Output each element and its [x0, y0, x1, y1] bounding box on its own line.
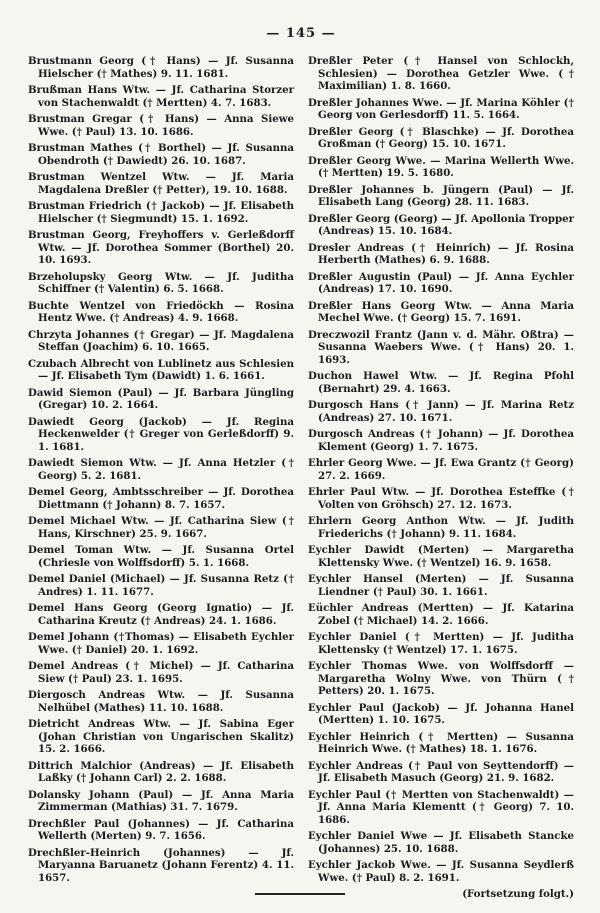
marriage-entry: Diergosch Andreas Wtw. — Jf. Susanna Nelhübel (Mathes) 11. 10. 1688. [28, 689, 294, 714]
marriage-entry: Eychler Daniel Wwe — Jf. Elisabeth Stancke (Johannes) 25. 10. 1688. [308, 830, 574, 855]
marriage-entry: Drechßler-Heinrich (Johannes) — Jf. Maryanna Baruanetz (Johann Ferentz) 4. 11. 1657. [28, 846, 294, 884]
marriage-entry: Dreßler Georg († Blaschke) — Jf. Dorothea Großman († Georg) 15. 10. 1671. [308, 125, 574, 150]
marriage-entry: Dreßler Johannes b. Jüngern (Paul) — Jf. Elisabeth Lang (Georg) 28. 11. 1683. [308, 183, 574, 208]
marriage-entry: Demel Georg, Ambtsschreiber — Jf. Dorothea Diettmann († Johann) 8. 7. 1657. [28, 486, 294, 511]
marriage-entry: Brustman Friedrich († Jackob) — Jf. Elisabeth Hielscher († Siegmundt) 15. 1. 1692. [28, 200, 294, 225]
marriage-entry: Eychler Hansel (Merten) — Jf. Susanna Liendner († Paul) 30. 1. 1661. [308, 573, 574, 598]
marriage-entry: Chrzyta Johannes († Gregar) — Jf. Magdalena Steffan (Joachim) 6. 10. 1665. [28, 328, 294, 353]
marriage-entry: Dreßler Peter († Hansel von Schlockh, Schlesien) — Dorothea Getzler Wwe. († Maximilian) 1. 8. 1660. [308, 55, 574, 92]
marriage-entry: Eychler Daniel († Mertten) — Jf. Juditha Klettensky († Wentzel) 17. 1. 1675. [308, 631, 574, 656]
marriage-entry: Dietricht Andreas Wtw. — Jf. Sabina Eger (Johan Christian von Ungarischen Skalitz) 15. 2. 1666. [28, 718, 294, 755]
marriage-entry: Dreßler Augustin (Paul) — Jf. Anna Eychler (Andreas) 17. 10. 1690. [308, 270, 574, 295]
marriage-entry: Durgosch Andreas († Johann) — Jf. Dorothea Klement (Georg) 1. 7. 1675. [308, 428, 574, 453]
marriage-entry: Dittrich Malchior (Andreas) — Jf. Elisabeth Laßky († Johann Carl) 2. 2. 1688. [28, 759, 294, 784]
marriage-entry: Ehrler Georg Wwe. — Jf. Ewa Grantz († Georg) 27. 2. 1669. [308, 457, 574, 482]
marriage-entry: Demel Michael Wtw. — Jf. Catharina Siew († Hans, Kirschner) 25. 9. 1667. [28, 515, 294, 540]
marriage-entry: Ehrlern Georg Anthon Wtw. — Jf. Judith Friederichs († Johann) 9. 11. 1684. [308, 515, 574, 540]
left-column [28, 55, 294, 900]
right-column [308, 55, 574, 900]
marriage-entry: Dreßler Georg (Georg) — Jf. Apollonia Tropper (Andreas) 15. 10. 1684. [308, 212, 574, 237]
marriage-entry: Drechßler Paul (Johannes) — Jf. Catharina Wellerth (Merten) 9. 7. 1656. [28, 817, 294, 842]
marriage-entry: Buchte Wentzel von Friedöckh — Rosina Hentz Wwe. († Andreas) 4. 9. 1668. [28, 299, 294, 324]
marriage-entry: Eüchler Andreas (Mertten) — Jf. Katarina Zobel († Michael) 14. 2. 1666. [308, 602, 574, 627]
marriage-entry: Eychler Andreas († Paul von Seyttendorff) — Jf. Elisabeth Masuch (Georg) 21. 9. 1682. [308, 759, 574, 784]
marriage-entry: Dawiedt Georg (Jackob) — Jf. Regina Heckenwelder († Greger von Gerleßdorff) 9. 1. 1681. [28, 415, 294, 453]
continued-note: (Fortsetzung folgt.) [462, 888, 574, 900]
marriage-entry: Eychler Thomas Wwe. von Wolffsdorff — Margaretha Wolny Wwe. von Thürn († Petters) 20. 1. 1675. [308, 660, 574, 697]
marriage-entry: Dreczwozil Frantz (Jann v. d. Mähr. Oßtra) — Susanna Waebers Wwe. († Hans) 20. 1. 1693. [308, 328, 574, 366]
two-column-body [28, 55, 574, 900]
marriage-entry: Brustman Wentzel Wtw. — Jf. Maria Magdalena Dreßler († Petter), 19. 10. 1688. [28, 171, 294, 196]
marriage-entry: Demel Andreas († Michel) — Jf. Catharina Siew († Paul) 23. 1. 1695. [28, 660, 294, 685]
marriage-entry: Eychler Jackob Wwe. — Jf. Susanna Seydlerß Wwe. († Paul) 8. 2. 1691. [308, 859, 574, 884]
marriage-entry: Ehrler Paul Wtw. — Jf. Dorothea Esteffke († Volten von Gröhsch) 27. 12. 1673. [308, 486, 574, 511]
marriage-entry: Brußman Hans Wtw. — Jf. Catharina Storzer von Stachenwaldt († Mertten) 4. 7. 1683. [28, 84, 294, 109]
marriage-entry: Dawiedt Siemon Wtw. — Jf. Anna Hetzler († Georg) 5. 2. 1681. [28, 457, 294, 482]
marriage-entry: Dreßler Johannes Wwe. — Jf. Marina Köhler († Georg von Gerlesdorff) 11. 5. 1664. [308, 96, 574, 121]
marriage-entry: Durgosch Hans († Jann) — Jf. Marina Retz (Andreas) 27. 10. 1671. [308, 399, 574, 424]
marriage-entry: Demel Toman Wtw. — Jf. Susanna Ortel (Chriesle von Wolffsdorff) 5. 1. 1668. [28, 544, 294, 569]
marriage-entry: Dreßler Hans Georg Wtw. — Anna Maria Mechel Wwe. († Georg) 15. 7. 1691. [308, 299, 574, 324]
marriage-entry: Duchon Hawel Wtw. — Jf. Regina Pfohl (Bernahrt) 29. 4. 1663. [308, 370, 574, 395]
marriage-entry: Dresler Andreas († Heinrich) — Jf. Rosina Herberth (Mathes) 6. 9. 1688. [308, 241, 574, 266]
marriage-entry: Czubach Albrecht von Lublinetz aus Schlesien — Jf. Elisabeth Tym (Dawidt) 1. 6. 1661. [28, 357, 294, 382]
marriage-entry: Brzeholupsky Georg Wtw. — Jf. Juditha Schiffner († Valentin) 6. 5. 1668. [28, 270, 294, 295]
marriage-entry: Brustmann Georg († Hans) — Jf. Susanna Hielscher († Mathes) 9. 11. 1681. [28, 55, 294, 80]
marriage-entry: Dawid Siemon (Paul) — Jf. Barbara Jüngling (Gregar) 10. 2. 1664. [28, 386, 294, 411]
marriage-entry: Dreßler Georg Wwe. — Marina Wellerth Wwe. († Mertten) 19. 5. 1680. [308, 154, 574, 179]
right-column-entries [308, 55, 574, 884]
marriage-entry: Eychler Dawidt (Merten) — Margaretha Klettensky Wwe. († Wentzel) 16. 9. 1658. [308, 544, 574, 569]
marriage-entry: Demel Daniel (Michael) — Jf. Susanna Retz († Andres) 1. 11. 1677. [28, 573, 294, 598]
marriage-entry: Eychler Heinrich († Mertten) — Susanna Heinrich Wwe. († Mathes) 18. 1. 1676. [308, 730, 574, 755]
footer-rule [255, 893, 345, 895]
marriage-entry: Eychler Paul (Jackob) — Jf. Johanna Hanel (Mertten) 1. 10. 1675. [308, 701, 574, 726]
page-number: — 145 — [266, 26, 336, 41]
marriage-entry: Brustman Georg, Freyhoffers v. Gerleßdorff Wtw. — Jf. Dorothea Sommer (Borthel) 20. 10. 1693. [28, 229, 294, 266]
marriage-entry: Demel Johann (†Thomas) — Elisabeth Eychler Wwe. († Daniel) 20. 1. 1692. [28, 631, 294, 656]
marriage-entry: Brustman Gregar († Hans) — Anna Siewe Wwe. († Paul) 13. 10. 1686. [28, 113, 294, 138]
marriage-entry: Dolansky Johann (Paul) — Jf. Anna Maria Zimmerman (Mathias) 31. 7. 1679. [28, 788, 294, 813]
marriage-entry: Eychler Paul († Mertten von Stachenwaldt) — Jf. Anna Maria Klementt († Georg) 7. 10. 1686. [308, 788, 574, 826]
marriage-entry: Brustman Mathes († Borthel) — Jf. Susanna Obendroth († Dawiedt) 26. 10. 1687. [28, 142, 294, 167]
marriage-entry: Demel Hans Georg (Georg Ignatio) — Jf. Catharina Kreutz († Andreas) 24. 1. 1686. [28, 602, 294, 627]
